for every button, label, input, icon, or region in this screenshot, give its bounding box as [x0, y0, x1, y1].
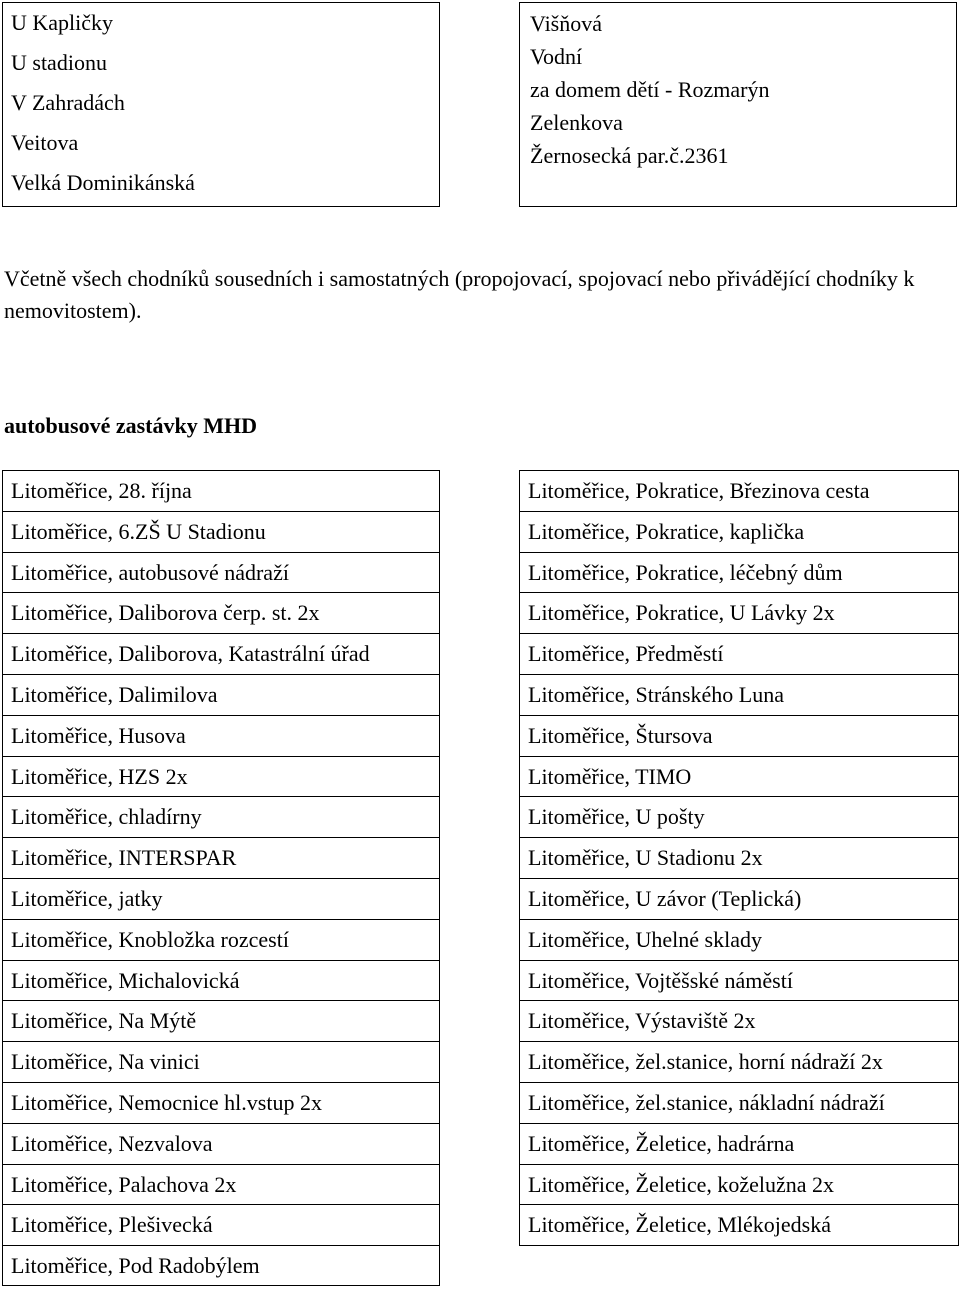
street-name: U stadionu: [11, 50, 107, 75]
bus-stops-table-right: [519, 470, 959, 1246]
bus-stop-row: Litoměřice, Pod Radobýlem: [11, 1253, 260, 1279]
bus-stop-row: Litoměřice, jatky: [3, 879, 439, 920]
bus-stop-row: Litoměřice, Pokratice, kaplička: [520, 512, 958, 553]
street-name: Višňová: [530, 11, 603, 36]
bus-stop-row: Litoměřice, Palachova 2x: [3, 1165, 439, 1206]
bus-stop-row: Litoměřice, Pokratice, Březinova cesta: [520, 471, 958, 512]
street-name: U Kapličky: [11, 10, 114, 35]
bus-stop-row: Litoměřice, U pošty: [520, 797, 958, 838]
bus-stop-row: Litoměřice, U závor (Teplická): [520, 879, 958, 920]
bus-stop-row: Litoměřice, Uhelné sklady: [520, 920, 958, 961]
street-name: V Zahradách: [11, 90, 125, 115]
street-name: Zelenkova: [530, 110, 623, 135]
bus-stop-row: Litoměřice, Na vinici: [3, 1042, 439, 1083]
streets-table-left: [2, 2, 440, 207]
bus-stops-table-left: [2, 470, 440, 1286]
bus-stop-row: Litoměřice, Vojtěšské náměstí: [520, 961, 958, 1002]
bus-stop-row: Litoměřice, Nezvalova: [3, 1124, 439, 1165]
bus-stop-row: Litoměřice, Na Mýtě: [3, 1001, 439, 1042]
bus-stop-row: Litoměřice, Pokratice, léčebný dům: [520, 553, 958, 594]
bus-stop-row: Litoměřice, Michalovická: [3, 961, 439, 1002]
bus-stop-row: Litoměřice, Plešivecká: [3, 1205, 439, 1246]
section-title: autobusové zastávky MHD: [4, 413, 258, 438]
street-name: Žernosecká par.č.2361: [530, 143, 729, 168]
bus-stop-row: Litoměřice, autobusové nádraží: [3, 553, 439, 594]
bus-stop-row: Litoměřice, chladírny: [3, 797, 439, 838]
bus-stop-row: Litoměřice, 28. října: [3, 471, 439, 512]
bus-stop-row: Litoměřice, Husova: [3, 716, 439, 757]
bus-stop-row: Litoměřice, Želetice, hadrárna: [520, 1124, 958, 1165]
bus-stop-row: Litoměřice, Želetice, koželužna 2x: [520, 1165, 958, 1206]
bus-stop-row: Litoměřice, Předměstí: [520, 634, 958, 675]
bus-stop-row: Litoměřice, U Stadionu 2x: [520, 838, 958, 879]
streets-table-right: [519, 2, 957, 207]
bus-stop-row: Litoměřice, Štursova: [520, 716, 958, 757]
street-name: Vodní: [530, 44, 583, 69]
bus-stop-row: Litoměřice, INTERSPAR: [3, 838, 439, 879]
bus-stop-row: Litoměřice, Želetice, Mlékojedská: [528, 1212, 831, 1238]
bus-stop-row: Litoměřice, 6.ZŠ U Stadionu: [3, 512, 439, 553]
bus-stop-row: Litoměřice, žel.stanice, nákladní nádraží: [520, 1083, 958, 1124]
street-name: Velká Dominikánská: [11, 170, 195, 195]
bus-stop-row: Litoměřice, HZS 2x: [3, 757, 439, 798]
bus-stop-row: Litoměřice, Stránského Luna: [520, 675, 958, 716]
street-name: za domem dětí - Rozmarýn: [530, 77, 770, 102]
bus-stop-row: Litoměřice, Knobložka rozcestí: [3, 920, 439, 961]
bus-stop-row: Litoměřice, Dalimilova: [3, 675, 439, 716]
bus-stop-row: Litoměřice, Nemocnice hl.vstup 2x: [3, 1083, 439, 1124]
bus-stop-row: Litoměřice, Daliborova čerp. st. 2x: [3, 593, 439, 634]
bus-stop-row: Litoměřice, Pokratice, U Lávky 2x: [520, 593, 958, 634]
sidewalk-note: Včetně všech chodníků sousedních i samostatných (propojovací, spojovací nebo přivádějící chodníky k nemovitostem).: [4, 266, 915, 323]
street-name: Veitova: [11, 130, 79, 155]
bus-stop-row: Litoměřice, žel.stanice, horní nádraží 2x: [520, 1042, 958, 1083]
bus-stop-row: Litoměřice, Daliborova, Katastrální úřad: [3, 634, 439, 675]
bus-stop-row: Litoměřice, TIMO: [520, 757, 958, 798]
bus-stop-row: Litoměřice, Výstaviště 2x: [520, 1001, 958, 1042]
